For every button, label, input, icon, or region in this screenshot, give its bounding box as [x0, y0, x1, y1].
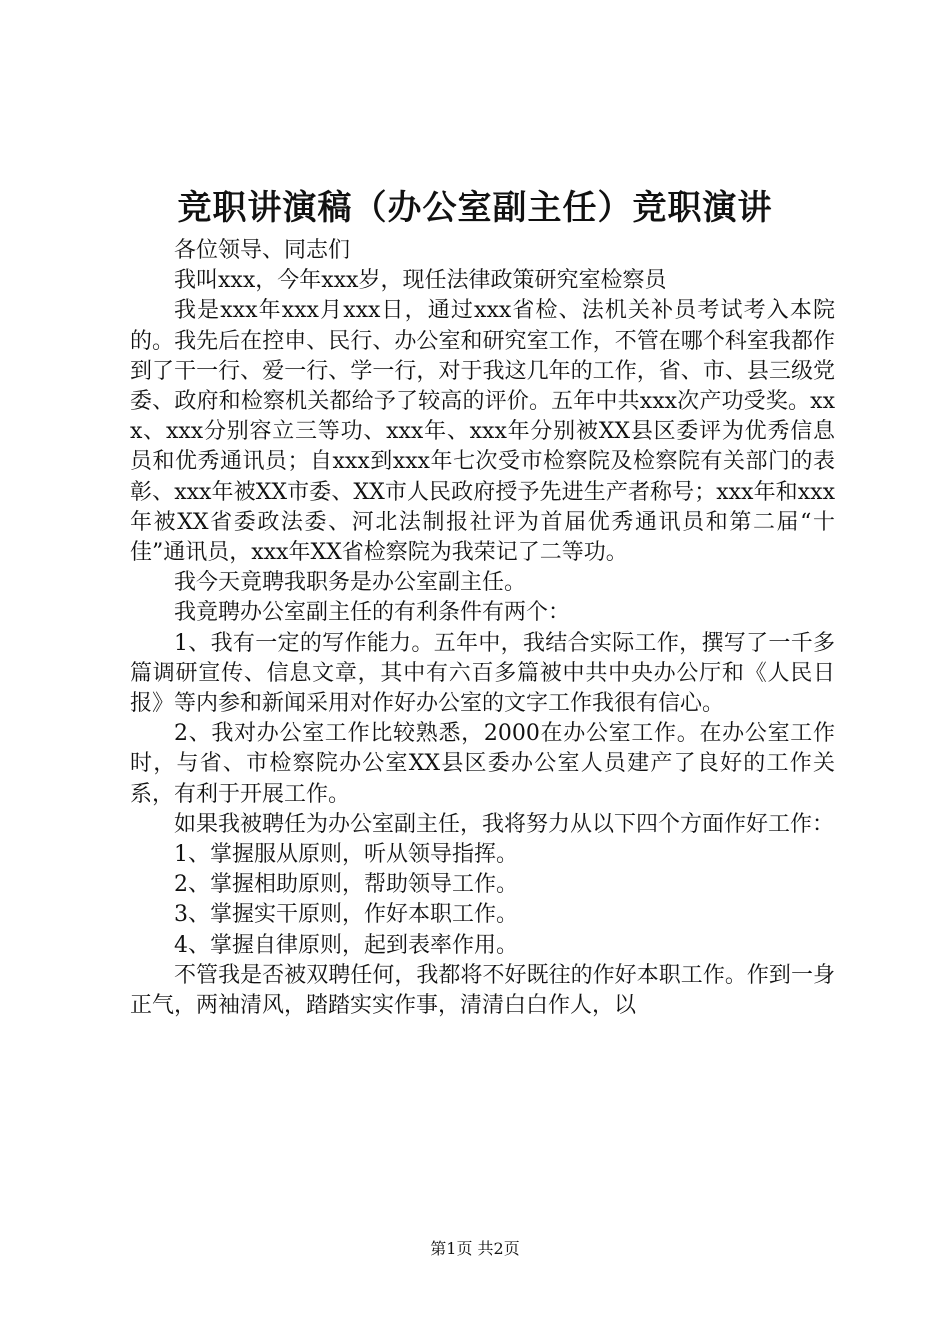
- plan-heading-paragraph: 如果我被聘任为办公室副主任，我将努力从以下四个方面作好工作：: [174, 811, 835, 837]
- salutation-paragraph: 各位领导、同志们: [174, 238, 351, 263]
- plan-item-1: 1、掌握服从原则，听从领导指挥。: [174, 842, 518, 868]
- document-body: [130, 236, 835, 1021]
- plan-item-3: 3、掌握实干原则，作好本职工作。: [174, 902, 518, 928]
- advantages-heading-paragraph: 我竟聘办公室副主任的有利条件有两个：: [174, 600, 571, 626]
- advantage-1-paragraph: 1、我有一定的写作能力。五年中，我结合实际工作，撰写了一千多篇调研宣传、信息文章，其中有六百多篇被中共中央办公厅和《人民日报》等内参和新闻采用对作好办公室的文字工作我很有信心。: [130, 630, 835, 717]
- intro-paragraph: 我叫xxx，今年xxx岁，现任法律政策研究室检察员: [174, 268, 667, 294]
- page-number-footer: 第1页 共2页: [430, 1239, 520, 1258]
- position-paragraph: 我今天竟聘我职务是办公室副主任。: [174, 570, 527, 596]
- plan-item-2: 2、掌握相助原则，帮助领导工作。: [174, 872, 518, 898]
- experience-paragraph: 我是xxx年xxx月xxx日，通过xxx省检、法机关补员考试考入本院的。我先后在控申、民行、办公室和研究室工作，不管在哪个科室我都作到了干一行、爱一行、学一行，对于我这几年的工作，省、市、县三级党委、政府和检察机关都给予了较高的评价。五年中共xxx次产功受奖。xxx、xxx分别容立三等功、xxx年、xxx年分别被XX县区委评为优秀信息员和优秀通讯员；自xxx到xxx年七次受市检察院及检察院有关部门的表彰、xxx年被XX市委、XX市人民政府授予先进生产者称号；xxx年和xxx年被XX省委政法委、河北法制报社评为首届优秀通讯员和第二届“十佳”通讯员，xxx年XX省检察院为我荣记了二等功。: [130, 298, 835, 566]
- advantage-2-paragraph: 2、我对办公室工作比较熟悉，2000在办公室工作。在办公室工作时，与省、市检察院办公室XX县区委办公室人员建产了良好的工作关系，有利于开展工作。: [130, 721, 835, 807]
- document-title: 竞职讲演稿（办公室副主任）竞职演讲: [177, 188, 773, 228]
- closing-paragraph: 不管我是否被双聘任何，我都将不好既往的作好本职工作。作到一身正气，两袖清风，踏踏实实作事，清清白白作人，以: [130, 962, 835, 1019]
- plan-item-4: 4、掌握自律原则，起到表率作用。: [174, 932, 518, 958]
